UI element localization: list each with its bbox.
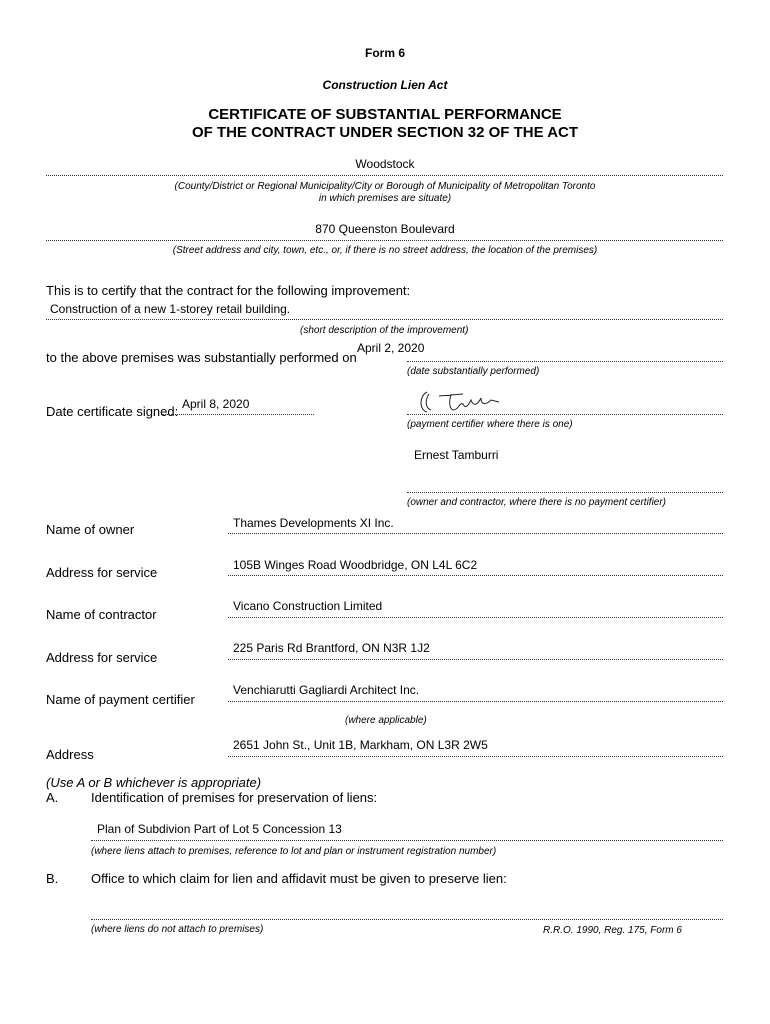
act-name: Construction Lien Act — [322, 78, 448, 92]
signed-label: Date certificate signed: — [46, 404, 179, 419]
owner-contractor-name: Ernest Tamburri — [414, 448, 499, 462]
performed-label: to the above premises was substantially performed on — [46, 350, 357, 365]
owner-address-line — [228, 575, 723, 576]
b-letter: B. — [46, 871, 59, 886]
contractor-line — [228, 617, 723, 618]
b-caption: (where liens do not attach to premises) — [91, 924, 264, 935]
contractor-address-value: 225 Paris Rd Brantford, ON N3R 1J2 — [233, 641, 430, 655]
certifier-name-value: Venchiarutti Gagliardi Architect Inc. — [233, 683, 420, 697]
owner-label: Name of owner — [46, 522, 135, 537]
street-caption: (Street address and city, town, etc., or, if there is no street address, the location of the premises) — [172, 245, 598, 256]
owner-contractor-line — [407, 492, 723, 493]
performed-line — [407, 361, 723, 362]
owner-contractor-caption: (owner and contractor, where there is no payment certifier) — [407, 497, 667, 508]
certifier-address-line — [228, 756, 723, 757]
county-value: Woodstock — [355, 157, 415, 171]
performed-caption: (date substantially performed) — [407, 366, 540, 377]
contractor-address-line — [228, 659, 723, 660]
improvement-line — [46, 319, 723, 320]
signed-date: April 8, 2020 — [182, 397, 250, 411]
county-caption-2: in which premises are situate) — [318, 193, 452, 204]
street-value: 870 Queenston Boulevard — [315, 222, 455, 236]
ab-instruction: (Use A or B whichever is appropriate) — [46, 775, 262, 790]
street-line — [46, 240, 723, 241]
contractor-address-label: Address for service — [46, 650, 158, 665]
title-line-1: CERTIFICATE OF SUBSTANTIAL PERFORMANCE — [208, 106, 562, 123]
where-applicable-caption: (where applicable) — [345, 715, 427, 726]
certifier-address-label: Address — [46, 747, 94, 762]
owner-line — [228, 533, 723, 534]
certifier-address-value: 2651 John St., Unit 1B, Markham, ON L3R 2W5 — [233, 738, 488, 752]
a-line — [91, 840, 723, 841]
county-caption-1: (County/District or Regional Municipality/City or Borough of Municipality of Metropolitan Toronto — [174, 181, 596, 192]
certifier-caption: (payment certifier where there is one) — [407, 419, 573, 430]
certify-statement: This is to certify that the contract for the following improvement: — [46, 283, 411, 298]
b-line — [91, 919, 723, 920]
signed-date-line — [162, 414, 314, 415]
certifier-line — [407, 414, 723, 415]
form-number: Form 6 — [364, 46, 405, 60]
owner-address-label: Address for service — [46, 565, 158, 580]
title-line-2: OF THE CONTRACT UNDER SECTION 32 OF THE ACT — [191, 124, 579, 141]
owner-address-value: 105B Winges Road Woodbridge, ON L4L 6C2 — [233, 558, 478, 572]
a-caption: (where liens attach to premises, reference to lot and plan or instrument registration number) — [91, 846, 497, 857]
certifier-name-line — [228, 701, 723, 702]
improvement-value: Construction of a new 1-storey retail building. — [50, 302, 291, 316]
a-letter: A. — [46, 790, 59, 805]
performed-date: April 2, 2020 — [357, 341, 425, 355]
certifier-name-label: Name of payment certifier — [46, 692, 195, 707]
improvement-caption: (short description of the improvement) — [300, 325, 469, 336]
b-text: Office to which claim for lien and affidavit must be given to preserve lien: — [91, 871, 507, 886]
county-line — [46, 175, 723, 176]
contractor-label: Name of contractor — [46, 607, 157, 622]
owner-value: Thames Developments XI Inc. — [233, 516, 394, 530]
a-value: Plan of Subdivion Part of Lot 5 Concession 13 — [97, 822, 342, 836]
contractor-value: Vicano Construction Limited — [233, 599, 383, 613]
a-text: Identification of premises for preservation of liens: — [91, 790, 378, 805]
regulation-reference: R.R.O. 1990, Reg. 175, Form 6 — [543, 925, 682, 936]
